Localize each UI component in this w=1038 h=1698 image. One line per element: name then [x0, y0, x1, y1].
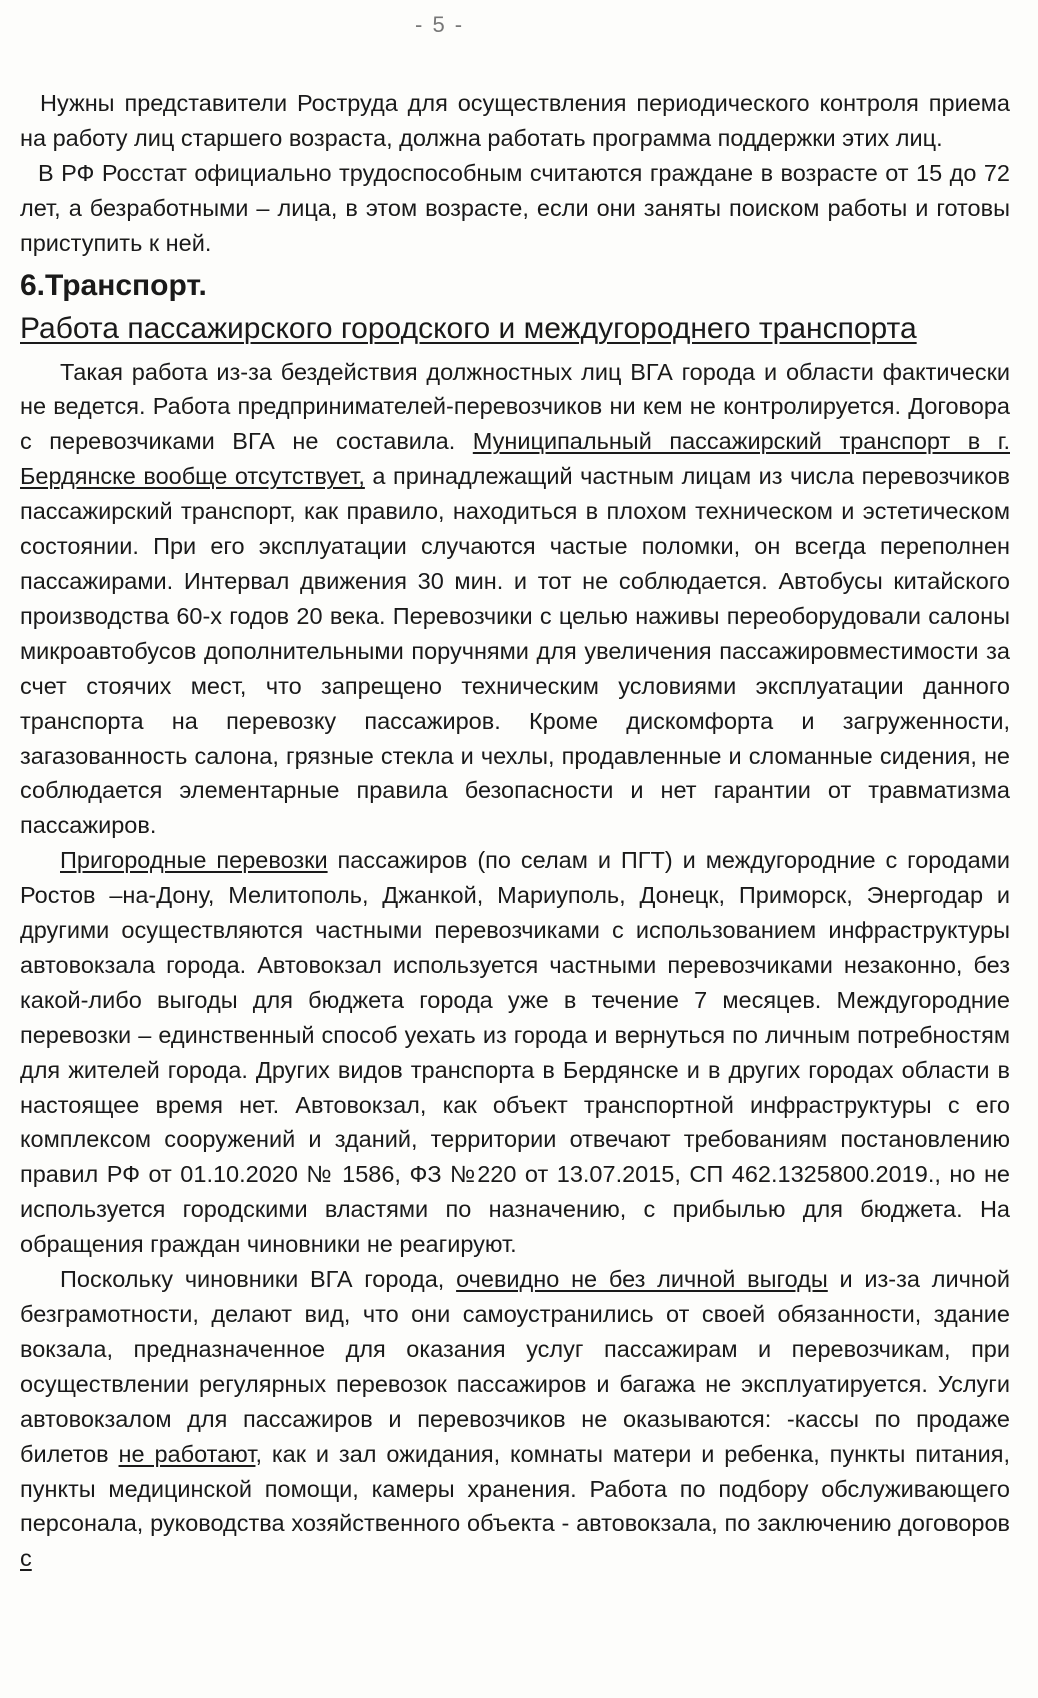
section-title: 6.Транспорт. [20, 268, 207, 302]
subsection-title: Работа пассажирского городского и междугороднего транспорта [20, 311, 917, 345]
paragraph-text: пассажиров (по селам и ПГТ) и междугородние с городами Ростов –на-Дону, Мелитополь, Джанкой, Мариуполь, Донецк, Приморск, Энергодар и другими осуществляются частными перевозчиками с использованием инфраструктуры автовокзала города. Автовокзал используется частными перевозчиками незаконно, без какой-либо выгоды для бюджета города уже в течение 7 месяцев. Междугородние перевозки – единственный способ уехать из города и вернуться по личным потребностям для жителей города. Других видов транспорта в Бердянске и в других городах области в настоящее время нет. Автовокзал, как объект транспортной инфраструктуры с его комплексом сооружений и зданий, территории отвечают требованиям постановлению правил РФ от 01.10.2020 № 1586, ФЗ №220 от 13.07.2015, СП 462.1325800.2019., но не используется городскими властями по назначению, с прибылью для бюджета. На обращения граждан чиновники не реагируют. [20, 847, 1010, 1258]
paragraph-text: и из-за личной безграмотности, делают вид, что они самоустранились от своей обязанности, здание вокзала, предназначенное для оказания услуг пассажирам и перевозчикам, при осуществлении регулярных перевозок пассажиров и багажа не эксплуатируется. Услуги автовокзалом для пассажиров и перевозчиков не оказываются: -кассы по продаже билетов [20, 1266, 1010, 1467]
page-number: - 5 - [415, 12, 465, 37]
underlined-text: очевидно не без личной выгоды [456, 1266, 828, 1293]
underlined-text: не работают [118, 1440, 256, 1467]
paragraph-intro-1: Нужны представители Роструда для осуществления периодического контроля приема на работу лиц старшего возраста, должна работать программа поддержки этих лиц. [20, 90, 1010, 151]
paragraph-transport-3 [20, 1262, 1010, 1576]
paragraph-transport-1 [20, 355, 1010, 844]
underlined-text: с [20, 1545, 32, 1572]
underlined-text: Муниципальный пассажирский транспорт в г. Бердянске вообще отсутствует, [20, 428, 1010, 490]
document-body [20, 86, 1010, 1576]
paragraph-text: Такая работа из-за бездействия должностных лиц ВГА города и области фактически не ведется. Работа предпринимателей-перевозчиков ни кем не контролируется. Договора с перевозчиками ВГА не составила. [20, 358, 1010, 455]
paragraph-intro-2: В РФ Росстат официально трудоспособным считаются граждане в возрасте от 15 до 72 лет, а безработными – лица, в этом возрасте, если они заняты поиском работы и готовы приступить к ней. [20, 159, 1010, 256]
underlined-text: Пригородные перевозки [60, 847, 328, 874]
paragraph-text: а принадлежащий частным лицам из числа перевозчиков пассажирский транспорт, как правило, находиться в плохом техническом и эстетическом состоянии. При его эксплуатации случаются частые поломки, он всегда переполнен пассажирами. Интервал движения 30 мин. и тот не соблюдается. Автобусы китайского производства 60-х годов 20 века. Перевозчики с целью наживы переоборудовали салоны микроавтобусов дополнительными поручнями для увеличения пассажировместимости за счет стоячих мест, что запрещено техническим условиями эксплуатации данного транспорта на перевозку пассажиров. Кроме дискомфорта и загруженности, загазованность салона, грязные стекла и чехлы, продавленные и сломанные сидения, не соблюдается элементарные правила безопасности и нет гарантии от травматизма пассажиров. [20, 463, 1010, 839]
document-page [20, 0, 1010, 1698]
paragraph-text: , как и зал ожидания, комнаты матери и ребенка, пункты питания, пункты медицинской помощи, камеры хранения. Работа по подбору обслуживающего персонала, руководства хозяйственного объекта - автовокзала, по заключению договоров [20, 1440, 1010, 1537]
paragraph-transport-2 [20, 843, 1010, 1262]
paragraph-text: Поскольку чиновники ВГА города, [60, 1266, 457, 1293]
